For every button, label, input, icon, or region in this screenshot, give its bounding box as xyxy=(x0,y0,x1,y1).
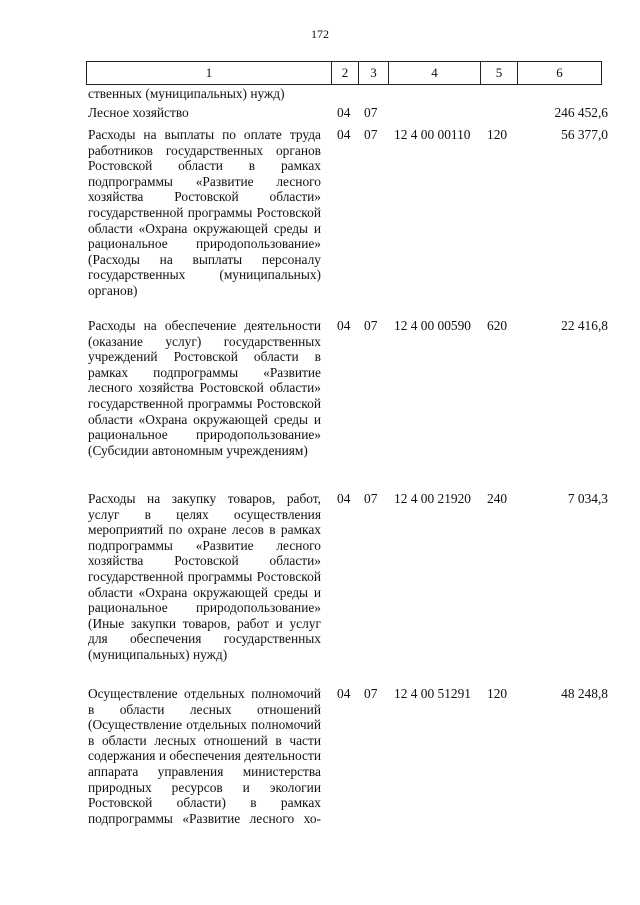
row-amount: 22 416,8 xyxy=(561,318,608,333)
row-subsection: 07 xyxy=(364,318,378,333)
row-name: Лесное хозяйство xyxy=(88,105,189,120)
table-row xyxy=(88,686,608,846)
budget-table-body xyxy=(88,86,608,846)
row-section: 04 xyxy=(337,686,351,701)
row-target-article: 12 4 00 00590 xyxy=(394,318,471,333)
row-subsection: 07 xyxy=(364,105,378,120)
page-number: 172 xyxy=(311,27,329,41)
row-amount: 7 034,3 xyxy=(567,491,608,506)
row-name: Расходы на закупку товаров, работ, услуг в целях осуществления мероприятий по охране лесов в рамках подпрограммы «Развитие лесного хозяйства Ростовской области» государственной программы Ростовской области «Охрана окружающей среды и рациональное природопользование» (Иные закупки товаров, работ и услуг для обеспечения государственных (муниципальных) нужд) xyxy=(88,491,321,662)
row-name: Осуществление отдельных полномочий в области лесных отношений (Осуществление отдельных полномочий в области лесных отношений в части содержания и обеспечения деятельности аппарата управления министерства природных ресурсов и экологии Ростовской области) в рамках подпрограммы «Развитие лесного хо- xyxy=(88,686,321,826)
row-amount: 56 377,0 xyxy=(561,127,608,142)
row-section: 04 xyxy=(337,127,351,142)
header-col-1: 1 xyxy=(87,62,332,85)
continuation-text: ственных (муниципальных) нужд) xyxy=(88,86,285,101)
table-row xyxy=(88,127,608,318)
table-row xyxy=(88,491,608,686)
row-name: Расходы на обеспечение деятельности (оказание услуг) государственных учреждений Ростовской области в рамках подпрограммы «Развитие лесного хозяйства Ростовской области» государственной программы Ростовской области «Охрана окружающей среды и рациональное природопользование» (Субсидии автономным учреждениям) xyxy=(88,318,321,458)
header-col-3: 3 xyxy=(359,62,389,85)
row-expense-type: 120 xyxy=(487,127,508,142)
header-col-2: 2 xyxy=(332,62,359,85)
row-expense-type: 120 xyxy=(487,686,508,701)
row-subsection: 07 xyxy=(364,491,378,506)
row-subsection: 07 xyxy=(364,127,378,142)
row-expense-type: 620 xyxy=(487,318,508,333)
row-subsection: 07 xyxy=(364,686,378,701)
row-target-article: 12 4 00 51291 xyxy=(394,686,471,701)
table-row-forestry xyxy=(88,105,608,127)
header-col-4: 4 xyxy=(389,62,481,85)
row-name: Расходы на выплаты по оплате труда работников государственных органов Ростовской области в рамках подпрограммы «Развитие лесного хозяйства Ростовской области» государственной программы Ростовской области «Охрана окружающей среды и рациональное природопользование» (Расходы на выплаты персоналу государственных (муниципальных) органов) xyxy=(88,127,321,298)
row-amount: 246 452,6 xyxy=(554,105,608,120)
row-amount: 48 248,8 xyxy=(561,686,608,701)
header-col-5: 5 xyxy=(481,62,518,85)
continuation-row xyxy=(88,86,608,105)
row-expense-type: 240 xyxy=(487,491,508,506)
row-section: 04 xyxy=(337,318,351,333)
row-target-article: 12 4 00 00110 xyxy=(394,127,471,142)
table-row xyxy=(88,318,608,491)
header-col-6: 6 xyxy=(518,62,602,85)
row-section: 04 xyxy=(337,105,351,120)
row-target-article: 12 4 00 21920 xyxy=(394,491,471,506)
row-section: 04 xyxy=(337,491,351,506)
column-number-header xyxy=(86,61,602,85)
